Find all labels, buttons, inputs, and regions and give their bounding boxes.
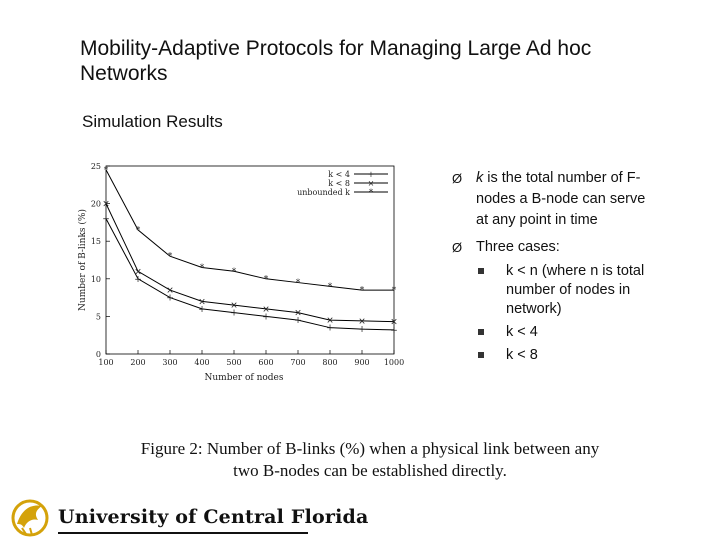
data-point: * [391, 286, 397, 297]
data-point: * [103, 165, 109, 176]
data-point: + [326, 323, 334, 334]
data-point: × [166, 286, 174, 297]
slide-subtitle: Simulation Results [82, 112, 223, 131]
legend-label: unbounded k [297, 188, 350, 197]
square-bullet-icon [478, 268, 484, 274]
data-point: × [230, 301, 238, 312]
data-point: × [102, 199, 110, 210]
legend-marker: + [367, 170, 375, 179]
x-tick-label: 100 [98, 358, 114, 367]
data-point: × [358, 316, 366, 327]
y-tick-label: 0 [95, 350, 101, 359]
data-point: * [263, 274, 269, 285]
x-tick-label: 400 [194, 358, 210, 367]
footer [0, 494, 720, 540]
x-tick-label: 300 [162, 358, 178, 367]
data-point: * [135, 225, 141, 236]
slide-title [80, 36, 700, 86]
series-line [106, 219, 394, 330]
data-point: * [231, 267, 237, 278]
x-tick-label: 1000 [383, 358, 405, 367]
data-point: + [262, 312, 270, 323]
data-point: × [390, 317, 398, 328]
square-bullet-icon [478, 352, 484, 358]
series-line [106, 170, 394, 293]
y-tick-label: 15 [90, 237, 101, 247]
line-chart [76, 152, 406, 392]
y-tick-label: 5 [95, 312, 101, 322]
bullet-text: Three cases: [476, 239, 560, 255]
x-tick-label: 700 [290, 358, 306, 367]
data-point: × [262, 304, 270, 315]
sub-bullet-line: k < 8 [506, 347, 538, 363]
data-point: * [167, 252, 173, 263]
caption-line-2: two B-nodes can be established directly. [233, 461, 507, 480]
data-point: × [134, 267, 142, 278]
university-name: University of Central Florida [58, 506, 369, 528]
data-point: + [166, 293, 174, 304]
sub-bullet-kn [452, 262, 714, 319]
chart-svg [76, 152, 406, 392]
data-point: + [134, 274, 142, 285]
data-point: + [230, 308, 238, 319]
legend-marker: × [367, 179, 375, 188]
x-tick-label: 600 [258, 358, 274, 367]
y-tick-label: 10 [90, 274, 101, 284]
footer-rule [58, 532, 308, 534]
arrow-bullet-icon: Ø [452, 171, 463, 186]
x-tick-label: 900 [354, 358, 370, 367]
sub-bullet-k4 [452, 323, 714, 342]
bullet-k-definition [452, 168, 714, 231]
x-axis-label: Number of nodes [204, 373, 284, 383]
data-point: × [198, 297, 206, 308]
data-point: * [327, 282, 333, 293]
sub-bullet-k8 [452, 346, 714, 365]
legend-marker: * [369, 188, 373, 197]
sub-bullet-line: k < n (where n is total [506, 263, 645, 279]
bullet-line: nodes a B-node can serve [476, 191, 646, 207]
figure-caption [80, 438, 660, 482]
sub-bullet-line: k < 4 [506, 324, 538, 340]
x-tick-label: 200 [130, 358, 146, 367]
legend-label: k < 4 [328, 170, 350, 179]
x-tick-label: 800 [322, 358, 338, 367]
data-point: × [326, 316, 334, 327]
bullet-line [476, 168, 714, 189]
ucf-pegasus-logo-icon [8, 494, 52, 538]
plot-frame [103, 165, 394, 354]
data-point: * [359, 286, 365, 297]
x-tick-label: 500 [226, 358, 242, 367]
data-point: + [390, 325, 398, 336]
data-point: × [294, 308, 302, 319]
data-point: + [358, 325, 366, 336]
y-axis-label: Number of B-links (%) [78, 209, 88, 311]
square-bullet-icon [478, 329, 484, 335]
legend-label: k < 8 [328, 179, 350, 188]
bullet-text: is the total number of F- [483, 170, 641, 186]
y-tick-label: 20 [90, 199, 101, 209]
data-point: * [199, 263, 205, 274]
bullet-list [452, 168, 714, 365]
arrow-bullet-icon: Ø [452, 240, 463, 255]
title-line-1: Mobility-Adaptive Protocols for Managing Large Ad hoc [80, 37, 592, 60]
sub-bullet-line: number of nodes in [506, 282, 631, 298]
data-point: + [198, 304, 206, 315]
y-tick-label: 25 [90, 162, 101, 171]
sub-bullet-line: network) [506, 301, 562, 317]
bullet-line: at any point in time [476, 212, 598, 228]
bullet-three-cases [452, 237, 714, 258]
caption-line-1: Figure 2: Number of B-links (%) when a physical link between any [140, 439, 600, 458]
data-point: + [102, 214, 110, 225]
title-line-2: Networks [80, 62, 168, 85]
data-point: + [294, 316, 302, 327]
series-line [106, 204, 394, 322]
data-point: * [295, 278, 301, 289]
var-k: k [476, 170, 484, 186]
